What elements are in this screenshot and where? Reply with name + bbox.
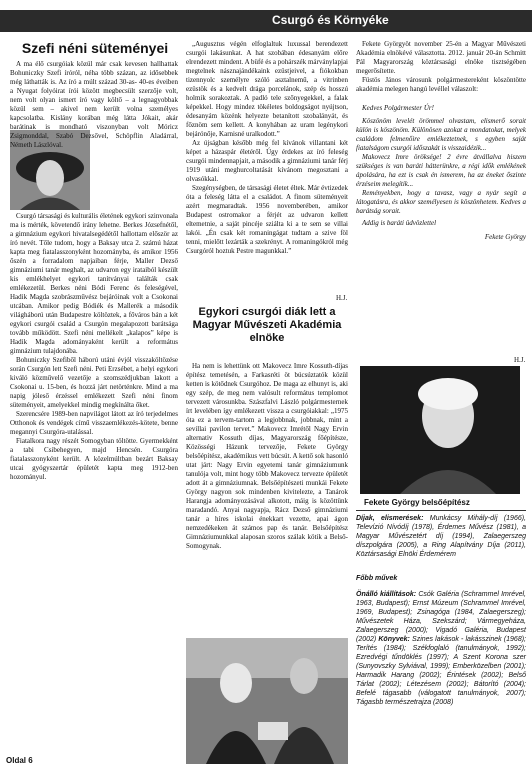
article3-signature: H.J.: [514, 356, 526, 364]
letter-paragraph: Makovecz Imre öröksége! 2 évre átvállalva hiszem szükséges is van baráti hátterünkre, a régi idők emlékének ápolására, ha ezt is csak én ismerem, ha az éneket őszinte érzéseim melegítik...: [356, 153, 526, 188]
works-block: [356, 590, 526, 707]
portrait-photo-fekete: [360, 366, 520, 494]
books-text: Szines lakások - lakásszinek (1968); Terítés (1984); Székfoglaló (tanulmányok, 1992); Ezredvégi tűndöklés (1997); A Szent Korona szer (Sunyovszky Sylviával, 1999); Emberközelben (2001); Harmadik Harang (2002); Érintések (2002); Belső Tárlat (2002); Létezésem (2002); Bátorító (2004); Befelé tágasabb (válogatott tanulmányok, 2007); Tágasbb természetrajza (2008): [356, 636, 526, 706]
paragraph: Füstös János városunk polgármestereként köszöntötte akadémia melegen hangú levéllel válaszolt:: [356, 76, 526, 93]
letter-paragraph: Köszönöm levelét örömmel olvastam, elismerő sorait külön is köszönöm. Különösen azokat a mondatokat, melyek családom felmenőire emlékeztetnek, s egyben saját fiatalságom csurgói időszakát is visszaidézik...: [356, 117, 526, 152]
paragraph: Ha nem is lehettünk ott Makovecz Imre Kossuth-díjas építész temetésén, a Farkasréti öt búcsúztatók közül ketten is kötődnek Csurgóhoz. De maga az elhunyt is, aki egy szép, de meg nem valósult református templomot tervezett városunkba. Szászfalvi László polgármesternek írt levelében így emlékezett vissza a csurgóiakkal: „1975 óta ez a tervem-tartom a legjobbnak, jobbnak, mint a sevillai pavilon tervet.” Makovecz Imrétől Nagy Ervin alternativ Kossuth díjas, Magyarország főépítésze, Közösségi Házunk tervezője, Fekete György belsőépítész, akadémikus vett búcsút. A kettő sok hasonló utat járt: Nagy Ervin egyetemi tanár gimnáziumunk tanulója volt, mint hogy több Makovecz tervezte épületét adott át a gimnáziumnak. Belsőépítészeti munkái Fekete György nagyon sok mindenben kivitelezte, a Tanárok Harangja adományozásával alkotott, máig is közöttünk maradandó. Anyai nagyapja, Rácz Dezső gimnáziumi tanár a híres iskolai énekkart vezette, apai ágon nemzedékeken át számos pap és tanár. Belsőépítész Gimnáziumunkkal alaposan szoros szálak kötik a Belső-Somogynak.: [186, 362, 348, 550]
letter: [356, 98, 526, 242]
article-title: Szefi néni süteményei: [21, 40, 169, 56]
paragraph: Szerencsére 1989-ben napvilágot látott az író terjedelmes Otthonok és vendégek című visszaemlékezés-kötete, benne megannyi Csurgóra-utalással.: [10, 410, 178, 436]
paragraph: Szegénységben, de társasági életet éltek. Már évtizedek óta a feleség látta el a családot. A finom süteményeit azért megmaradtak. 1956 novemberében, amikor Budapest ostromakor a férjét az udvaron kellett eltemetnie, a saját pincéje sziálta ki a te sem se villai lakói. „Én csak két romaningágat tudtam a szive föl tenni, mielőtt lezárták a szekrényt. A romaningókról még Csurgóról hoztuk Pestre magunkkal.”: [186, 184, 348, 255]
divider: [356, 510, 526, 511]
article1-signature: H.J.: [336, 294, 348, 302]
paragraph: A ma élő csurgóiak közül már csak kevesen hallhattak Bohuniczky Szefi íróról, néha több százan, az idősebbek még láthatták is. Az író a múlt század 30-as- 40-es éveiben a Nyugat folyóirat írói között megbecsült szerzője volt, nem volt olyan ismert író vagy költő – a legnagyobbak közül sem – akivel nem került volna személyes kapcsolatba. Kislány korában még látta Jókait, akár barátinak is mondható viszonyban volt Móricz Zsigmonddal, Szabó Dezsővel, Schöpflin Aladárral, Németh Lászlóval.: [10, 60, 178, 149]
works-title: Főbb művek: [356, 575, 398, 582]
article2-body: [186, 362, 348, 634]
article1-body: [10, 212, 178, 482]
ceremony-photo: [186, 638, 348, 764]
exhibitions-label: Önálló kiállítások:: [356, 591, 417, 598]
awards-title: Díjak, elismerések:: [356, 515, 424, 522]
section-header: [0, 10, 532, 32]
paragraph: Bohuniczky Szefiből háború utáni évjól visszaköltözése során Csurgón lett Szefi néni. Peti Erzsébet, a helyi egykori kiváló közművelő vezetője a szomszédjukban lakott a Csokonai u. 15-ben, és hozzá járt netörténkre. Mind a ma napig jóleső érzéssel emlékezett Szefi néni finom süteményeit, amelyekkel mindig megkínálta őket.: [10, 356, 178, 409]
letter-paragraph: Reményekben, hogy a tavasz, vagy a nyár segít a látogatásra, és akkor személyesen is köszönhetem. Kedves a barátság sorait.: [356, 189, 526, 215]
article1-body-top: [10, 60, 178, 150]
awards-block: [356, 514, 526, 559]
paragraph: Csurgó társasági és kulturális életének egykori szinvonala ma is mérték, követendő irány lehetne. Berkes Józsefnétől, a gimnázium egykori hivatalsegédétől hallottam először az író nevét. Tőle tudom, hogy a Baksay utca 2. számú házat kapta meg fiatalasszonyként hozományba, és amikor 1956 őszén a forradalom napjaiban férje, Maller Dezső gimnáziumi tanár meghalt, az udvaron egy irataiból készült kis emlékhelyet egykori tanítványai találták csak emlékezetül. Berkes néni Bódi Ferenc és feleségével, Hadik Magda szobrászművész bejáróinak volt a Csokonai utcában. Amikor pedig Bódiék és Mallerék a második világháború után Budapestre költöztek, a főváros bán a két egykori csurgói család a Csurgón megalapozott barátsága tovább működött. Szefi néni mellékelt „kalapos” képe is Hadik Magda adományaként került a református gimnázium tulajdonába.: [10, 212, 178, 355]
letter-closing: Addig is baráti üdvözlettel: [362, 219, 437, 227]
paragraph: Az újságban később még fel kívánok villantani két képet a házaspár életéről. Úgy érdekes az író feleség csurgói mindennapjait, a második a gimnáziumi tanár férj 1919 utáni meghurcoltatását kívánom megosztani a olvasókkal.: [186, 139, 348, 183]
letter-signed: Fekete György: [484, 233, 526, 241]
paragraph: Fiatalkora nagy részét Somogyban töltötte. Gyermekként a tabi Csibehegyen, majd Hencsén. Csurgóra fiatalasszonyként került. A közelmúltban bezárt Baksay utcai gyógyszertár épületét kapta meg 1912-ben hozományul.: [10, 437, 178, 481]
exhibitions-text: Csók Galéria (Schrammel Imrével, 1963, Budapest); Ernst Múzeum (Schrammel Imrével, 1969, Budapest); Zsinagóga (1984, Zalaegerszeg); Művészetek Háza, Szekszárd; Vármegyeháza, Zalaegerszeg (2000); Vigadó Galéria, Budapest (2002): [356, 591, 526, 643]
books-label: Könyvek:: [378, 636, 410, 643]
article1-body-col2: [186, 40, 348, 256]
paragraph: „Augusztus végén elfoglaltuk luxussal berendezett csurgói lakásunkat. A hat szobában édesanyám előre elrendezett mindent. A büfé és a pohárszék márványlapjai megtelnek násznajándékaink ezüstjeivel, a fiókokban tizennyolc személyre szóló asztalnemű, a vitrinben ezüstök és a kedvelt drága porcelánok, szép és hosszú holmik sorakoztak. A padló tele szőnyegekkel, a falak képekkel. Hogy mindez tökéletes boldogságot nyújtson, édesanyám közénk helyezte betanított szobalányát, és főznöm sem kellett. A konyhában az uram legénykori bejárónője, Karnisné uralkodott.”: [186, 40, 348, 138]
awards-text: Munkácsy Mihály-díj (1966), Televízió Nívódíj (1978), Érdemes Művész (1981), a Magyar Művészetért díj (1994), Zalaegerszeg díszpolgára (2005), a Ring Alapítvány Díja (2011), Köztársasági Elnöki Érdemérem: [356, 515, 526, 558]
letter-salutation: Kedves Polgármester Úr!: [362, 104, 434, 112]
portrait-caption: Fekete György belsőépítész: [364, 498, 470, 507]
paragraph: Fekete Györgyöt november 25-én a Magyar Művészeti Akadémia elnökévé választotta. 2012. január 20-án Schmitt Pál Magyarország köztársasági elnöke tisztségében megerősítette.: [356, 40, 526, 75]
article3-body: [356, 40, 526, 94]
article2-title: Egykori csurgói diák lett a Magyar Művészeti Akadémia elnöke: [192, 306, 342, 344]
section-title: Csurgó és Környéke: [272, 13, 389, 27]
page-number: Oldal 6: [6, 756, 33, 765]
